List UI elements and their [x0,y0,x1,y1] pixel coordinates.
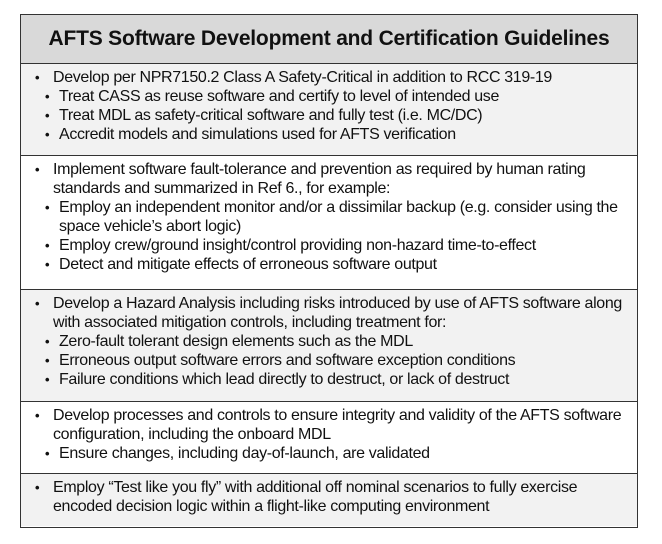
section-fault-tolerance [21,156,637,290]
section-configuration-integrity [21,402,637,474]
list-item: • Employ an independent monitor and/or a dissimilar backup (e.g. consider using the space vehicle’s abort logic) [45,199,618,235]
section-test-like-you-fly [21,474,637,526]
bullet-icon: • [35,70,40,85]
list-item: • Develop per NPR7150.2 Class A Safety-Critical in addition to RCC 319-19 [35,69,552,86]
list-item: • Develop processes and controls to ensure integrity and validity of the AFTS software configuration, including the onboard MDL [35,407,622,443]
list-item: • Accredit models and simulations used for AFTS verification [45,126,456,143]
bullet-icon: • [45,372,50,387]
list-item: • Failure conditions which lead directly to destruct, or lack of destruct [45,371,510,388]
list-item: • Erroneous output software errors and software exception conditions [45,352,516,369]
bullet-icon: • [45,446,50,461]
bullet-icon: • [45,334,50,349]
guidelines-table [20,14,638,528]
bullet-icon: • [45,108,50,123]
list-item: • Zero-fault tolerant design elements such as the MDL [45,333,413,350]
list-item: • Detect and mitigate effects of erroneous software output [45,256,437,273]
list-item: • Implement software fault-tolerance and prevention as required by human rating standards and summarized in Ref 6., for example: [35,161,586,197]
list-item: • Employ “Test like you fly” with additional off nominal scenarios to fully exercise encoded decision logic within a flight-like computing environment [35,479,578,515]
bullet-icon: • [35,296,40,311]
list-item: • Treat MDL as safety-critical software and fully test (i.e. MC/DC) [45,107,483,124]
list-item: • Treat CASS as reuse software and certify to level of intended use [45,88,500,105]
bullet-icon: • [45,127,50,142]
bullet-icon: • [45,353,50,368]
bullet-icon: • [45,200,50,215]
bullet-icon: • [45,238,50,253]
bullet-icon: • [35,408,40,423]
bullet-icon: • [45,89,50,104]
table-header [21,15,637,64]
section-reuse-certification [21,64,637,156]
section-hazard-analysis [21,290,637,402]
list-item: • Develop a Hazard Analysis including risks introduced by use of AFTS software along with associated mitigation controls, including treatment for: [35,295,622,331]
list-item: • Employ crew/ground insight/control providing non-hazard time-to-effect [45,237,536,254]
bullet-icon: • [45,257,50,272]
list-item: • Ensure changes, including day-of-launch, are validated [45,445,430,462]
bullet-icon: • [35,162,40,177]
bullet-icon: • [35,480,40,495]
page-title: AFTS Software Development and Certification Guidelines [48,27,610,50]
